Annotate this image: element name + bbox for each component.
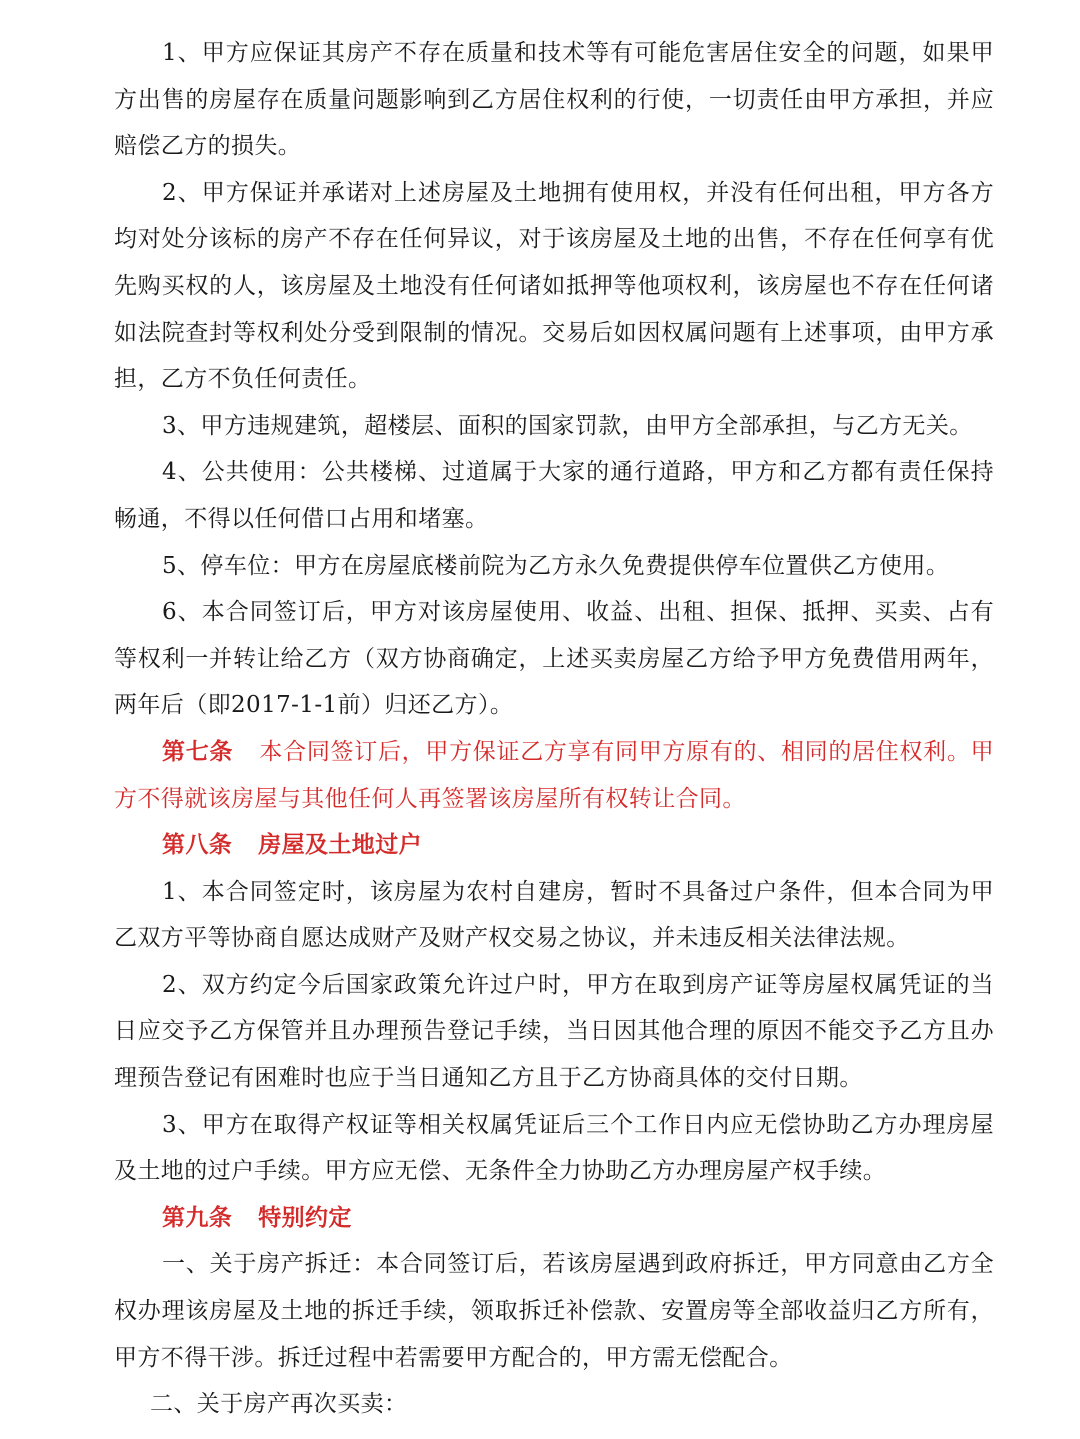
- article-9-item-2: 二、关于房产再次买卖：: [150, 1391, 408, 1418]
- article-8-heading: [114, 822, 994, 869]
- article-8-item-1: 1、本合同签定时，该房屋为农村自建房，暂时不具备过户条件，但本合同为甲乙双方平等协商自愿达成财产及财产权交易之协议，并未违反相关法律法规。: [114, 878, 994, 952]
- article-7-label: 第七条: [162, 737, 234, 765]
- clause-3: 3、甲方违规建筑，超楼层、面积的国家罚款，由甲方全部承担，与乙方无关。: [162, 412, 973, 439]
- article-9-item-1: 一、关于房产拆迁：本合同签订后，若该房屋遇到政府拆迁，甲方同意由乙方全权办理该房屋及土地的拆迁手续，领取拆迁补偿款、安置房等全部收益归乙方所有，甲方不得干涉。拆迁过程中若需要甲方配合的，甲方需无偿配合。: [114, 1251, 994, 1371]
- article-9-heading: [114, 1195, 994, 1242]
- article-8-title: 房屋及土地过户: [258, 831, 423, 859]
- clause-4: 4、公共使用：公共楼梯、过道属于大家的通行道路，甲方和乙方都有责任保持畅通，不得以任何借口占用和堵塞。: [114, 459, 994, 532]
- clause-6: 6、本合同签订后，甲方对该房屋使用、收益、出租、担保、抵押、买卖、占有等权利一并转让给乙方（双方协商确定，上述买卖房屋乙方给予甲方免费借用两年，两年后（即2017-1-1前）归还乙方）。: [114, 599, 994, 719]
- article-8-item-2: 2、双方约定今后国家政策允许过户时，甲方在取到房产证等房屋权属凭证的当日应交予乙方保管并且办理预告登记手续，当日因其他合理的原因不能交予乙方且办理预告登记有困难时也应于当日通知乙方且于乙方协商具体的交付日期。: [114, 971, 994, 1092]
- clause-2: 2、甲方保证并承诺对上述房屋及土地拥有使用权，并没有任何出租，甲方各方均对处分该标的房产不存在任何异议，对于该房屋及土地的出售，不存在任何享有优先购买权的人，该房屋及土地没有任何诸如抵押等他项权利，该房屋也不存在任何诸如法院查封等权利处分受到限制的情况。交易后如因权属问题有上述事项，由甲方承担，乙方不负任何责任。: [114, 179, 994, 393]
- article-7: [114, 729, 994, 822]
- clause-5: 5、停车位：甲方在房屋底楼前院为乙方永久免费提供停车位置供乙方使用。: [162, 552, 950, 579]
- article-9-title: 特别约定: [258, 1203, 352, 1231]
- article-8-item-3: 3、甲方在取得产权证等相关权属凭证后三个工作日内应无偿协助乙方办理房屋及土地的过户手续。甲方应无偿、无条件全力协助乙方办理房屋产权手续。: [114, 1111, 994, 1185]
- article-8-label: 第八条: [162, 831, 233, 859]
- article-9-label: 第九条: [162, 1203, 233, 1231]
- clause-1: 1、甲方应保证其房产不存在质量和技术等有可能危害居住安全的问题，如果甲方出售的房屋存在质量问题影响到乙方居住权利的行使，一切责任由甲方承担，并应赔偿乙方的损失。: [114, 40, 994, 160]
- contract-body: [114, 30, 994, 1428]
- article-7-text: 本合同签订后，甲方保证乙方享有同甲方原有的、相同的居住权利。甲方不得就该房屋与其他任何人再签署该房屋所有权转让合同。: [114, 738, 994, 812]
